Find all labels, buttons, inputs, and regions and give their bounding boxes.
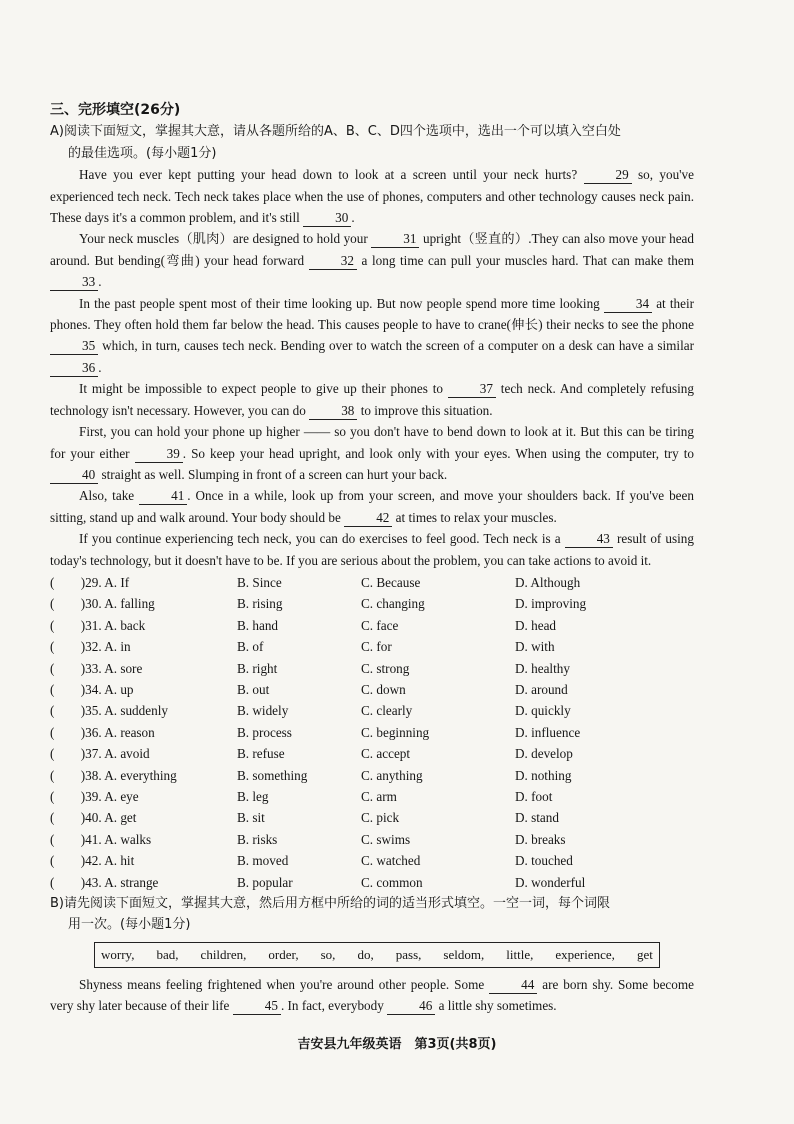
question-option-a[interactable]: ( )36. A. reason xyxy=(50,724,155,740)
word-bank-item: seldom, xyxy=(443,946,485,962)
option-row xyxy=(50,829,694,850)
option-b[interactable]: B. refuse xyxy=(237,746,285,762)
passage-text: Also, take xyxy=(79,488,140,504)
option-d[interactable]: D. develop xyxy=(515,746,573,762)
option-b[interactable]: B. rising xyxy=(237,596,283,612)
option-row xyxy=(50,765,694,786)
instructions-a: A)阅读下面短文，掌握其大意，请从各题所给的A、B、C、D四个选项中，选出一个可以填入空白处 的最佳选项。(每小题1分) xyxy=(50,124,621,161)
word-bank-item: get xyxy=(636,946,653,962)
word-bank-item: worry, xyxy=(101,946,135,962)
blank-33[interactable]: 33 xyxy=(50,274,98,291)
option-d[interactable]: D. healthy xyxy=(515,660,570,676)
option-c[interactable]: C. common xyxy=(361,874,423,890)
blank-39[interactable]: 39 xyxy=(135,446,183,463)
option-d[interactable]: D. around xyxy=(515,681,568,697)
question-option-a[interactable]: ( )29. A. If xyxy=(50,574,130,590)
option-b[interactable]: B. hand xyxy=(237,617,279,633)
question-option-a[interactable]: ( )32. A. in xyxy=(50,639,131,655)
blank-43[interactable]: 43 xyxy=(565,531,613,548)
option-c[interactable]: C. face xyxy=(361,617,399,633)
blank-31[interactable]: 31 xyxy=(371,231,419,248)
paragraph xyxy=(50,228,694,292)
passage-text: Have you ever kept putting your head down to look at a screen until your neck hurts? xyxy=(79,167,584,183)
question-option-a[interactable]: ( )31. A. back xyxy=(50,617,146,633)
word-bank-item: so, xyxy=(320,946,336,962)
passage-text: . xyxy=(98,274,102,290)
option-row xyxy=(50,572,694,593)
option-d[interactable]: D. foot xyxy=(515,789,553,804)
option-b[interactable]: B. leg xyxy=(237,789,269,804)
option-b[interactable]: B. moved xyxy=(237,853,289,869)
option-b[interactable]: B. widely xyxy=(237,703,289,719)
passage-text: to improve this situation. xyxy=(357,402,493,418)
word-bank-item: children, xyxy=(200,946,247,962)
option-c[interactable]: C. swims xyxy=(361,831,411,847)
blank-35[interactable]: 35 xyxy=(50,338,98,355)
passage-text: Shyness means feeling frightened when you're around other people. Some xyxy=(79,976,490,992)
word-bank-item: pass, xyxy=(395,946,422,962)
exam-page xyxy=(50,100,694,1017)
question-option-a[interactable]: ( )38. A. everything xyxy=(50,767,177,783)
option-row xyxy=(50,743,694,764)
question-option-a[interactable]: ( )30. A. falling xyxy=(50,596,155,612)
passage-text: straight as well. Slumping in front of a screen can hurt your back. xyxy=(98,466,448,482)
word-bank-item: little, xyxy=(506,946,534,962)
passage-text: If you continue experiencing tech neck, you can do exercises to feel good. Tech neck is a xyxy=(79,531,565,547)
passage-text: . Once in a while, look up from your screen, and move your shoulders back. If you've been sitting, stand up and walk around. Your body should be xyxy=(50,488,694,525)
passage-text: result of using today's technology, but it doesn't have to be. If you are serious about the problem, you can take actions to avoid it. xyxy=(50,531,694,568)
blank-30[interactable]: 30 xyxy=(303,210,351,227)
option-c[interactable]: C. changing xyxy=(361,596,425,612)
passage-text: . xyxy=(98,359,102,375)
option-row xyxy=(50,636,694,657)
paragraph xyxy=(50,974,694,1017)
option-b[interactable]: B. risks xyxy=(237,831,278,847)
passage-text: a long time can pull your muscles hard. That can make them xyxy=(356,252,694,268)
passage-text: so, you've experienced tech neck. Tech neck takes place when the use of phones, computers and other technology causes neck pain. These days it's a common problem, and it's still xyxy=(50,167,694,226)
blank-29[interactable]: 29 xyxy=(584,167,632,184)
blank-45[interactable]: 45 xyxy=(233,998,281,1015)
option-row xyxy=(50,679,694,700)
option-d[interactable]: D. nothing xyxy=(515,767,572,783)
blank-40[interactable]: 40 xyxy=(50,467,98,484)
blank-44[interactable]: 44 xyxy=(489,977,537,994)
question-option-a[interactable]: ( )34. A. up xyxy=(50,681,134,697)
option-b[interactable]: B. out xyxy=(237,681,270,697)
option-c[interactable]: C. for xyxy=(361,639,392,655)
option-c[interactable]: C. beginning xyxy=(361,724,430,740)
passage-text: a little shy sometimes. xyxy=(435,998,557,1014)
option-d[interactable]: D. Although xyxy=(515,574,581,590)
option-c[interactable]: C. pick xyxy=(361,810,400,826)
option-c[interactable]: C. clearly xyxy=(361,703,413,719)
option-c[interactable]: C. arm xyxy=(361,789,397,804)
option-c[interactable]: C. anything xyxy=(361,767,423,783)
passage-text: which, in turn, causes tech neck. Bending over to watch the screen of a computer on a desk can have a similar xyxy=(98,338,694,354)
instructions-b: B)请先阅读下面短文，掌握其大意，然后用方框中所给的词的适当形式填空。一空一词，每个词限 用一次。(每小题1分) xyxy=(50,896,610,933)
passage-text: . In fact, everybody xyxy=(280,998,388,1014)
paragraph xyxy=(50,421,694,485)
question-option-a[interactable]: ( )39. A. eye xyxy=(50,789,139,804)
option-row xyxy=(50,807,694,828)
option-c[interactable]: C. accept xyxy=(361,746,411,762)
passage-text: Your neck muscles（肌肉）are designed to hold your xyxy=(79,231,372,247)
option-b[interactable]: B. popular xyxy=(237,874,293,890)
option-row xyxy=(50,872,694,893)
passage-text: . So keep your head upright, and look only with your eyes. When using the computer, try to xyxy=(182,445,694,461)
blank-36[interactable]: 36 xyxy=(50,360,98,377)
option-d[interactable]: D. with xyxy=(515,639,555,655)
passage-text: tech neck. And completely refusing technology isn't necessary. However, you can do xyxy=(50,381,694,418)
blank-46[interactable]: 46 xyxy=(387,998,435,1015)
blank-34[interactable]: 34 xyxy=(604,296,652,313)
passage-text: In the past people spent most of their time looking up. But now people spend more time looking xyxy=(79,295,604,311)
word-bank-item: do, xyxy=(357,946,374,962)
option-b[interactable]: B. Since xyxy=(237,574,282,590)
option-b[interactable]: B. sit xyxy=(237,810,265,826)
option-c[interactable]: C. watched xyxy=(361,853,421,869)
passage-b xyxy=(50,974,694,1017)
option-d[interactable]: D. quickly xyxy=(515,703,571,719)
question-option-a[interactable]: ( )33. A. sore xyxy=(50,660,143,676)
question-option-a[interactable]: ( )40. A. get xyxy=(50,810,137,826)
paragraph xyxy=(50,164,694,228)
word-box xyxy=(94,942,660,968)
option-d[interactable]: D. stand xyxy=(515,810,559,826)
question-option-a[interactable]: ( )42. A. hit xyxy=(50,853,135,869)
page-footer: 吉安县九年级英语 第3页(共8页) xyxy=(297,1037,497,1052)
passage-a xyxy=(50,164,694,571)
paragraph xyxy=(50,485,694,528)
option-b[interactable]: B. of xyxy=(237,639,264,655)
passage-text: upright（竖直的）.They can also move your head around. But bending(弯曲) your head forward xyxy=(50,231,694,268)
option-row xyxy=(50,700,694,721)
option-row xyxy=(50,722,694,743)
paragraph xyxy=(50,528,694,571)
option-d[interactable]: D. wonderful xyxy=(515,874,586,890)
option-d[interactable]: D. influence xyxy=(515,724,581,740)
option-c[interactable]: C. Because xyxy=(361,574,421,590)
question-option-a[interactable]: ( )43. A. strange xyxy=(50,874,159,890)
blank-42[interactable]: 42 xyxy=(344,510,392,527)
option-d[interactable]: D. breaks xyxy=(515,831,566,847)
options-table xyxy=(50,572,694,893)
section-title: 三、完形填空(26分) xyxy=(50,102,181,118)
option-d[interactable]: D. improving xyxy=(515,596,587,612)
word-bank-item: bad, xyxy=(156,946,179,962)
option-d[interactable]: D. touched xyxy=(515,853,573,869)
option-b[interactable]: B. process xyxy=(237,724,292,740)
passage-text: First, you can hold your phone up higher —— so you don't have to bend down to look at it. But this can be tiring for your either xyxy=(50,424,694,461)
option-c[interactable]: C. strong xyxy=(361,660,410,676)
word-bank-item: order, xyxy=(268,946,299,962)
option-b[interactable]: B. right xyxy=(237,660,278,676)
option-row xyxy=(50,658,694,679)
question-option-a[interactable]: ( )37. A. avoid xyxy=(50,746,150,762)
option-row xyxy=(50,593,694,614)
blank-41[interactable]: 41 xyxy=(139,488,187,505)
option-c[interactable]: C. down xyxy=(361,681,406,697)
option-b[interactable]: B. something xyxy=(237,767,308,783)
blank-37[interactable]: 37 xyxy=(448,381,496,398)
paragraph xyxy=(50,378,694,421)
passage-text: . xyxy=(351,210,355,226)
paragraph xyxy=(50,293,694,379)
option-row xyxy=(50,850,694,871)
passage-text: at their phones. They often hold them far below the head. This causes people to have to crane(伸长) their necks to see the phone xyxy=(50,295,694,333)
passage-text: at times to relax your muscles. xyxy=(392,509,557,525)
option-row xyxy=(50,615,694,636)
passage-text: It might be impossible to expect people to give up their phones to xyxy=(79,381,448,397)
passage-text: are born shy. Some become very shy later because of their life xyxy=(50,976,694,1014)
blank-32[interactable]: 32 xyxy=(309,253,357,270)
word-bank-item: experience, xyxy=(555,946,615,962)
question-option-a[interactable]: ( )35. A. suddenly xyxy=(50,703,168,719)
option-row xyxy=(50,786,694,807)
blank-38[interactable]: 38 xyxy=(309,403,357,420)
option-d[interactable]: D. head xyxy=(515,617,557,633)
question-option-a[interactable]: ( )41. A. walks xyxy=(50,831,152,847)
